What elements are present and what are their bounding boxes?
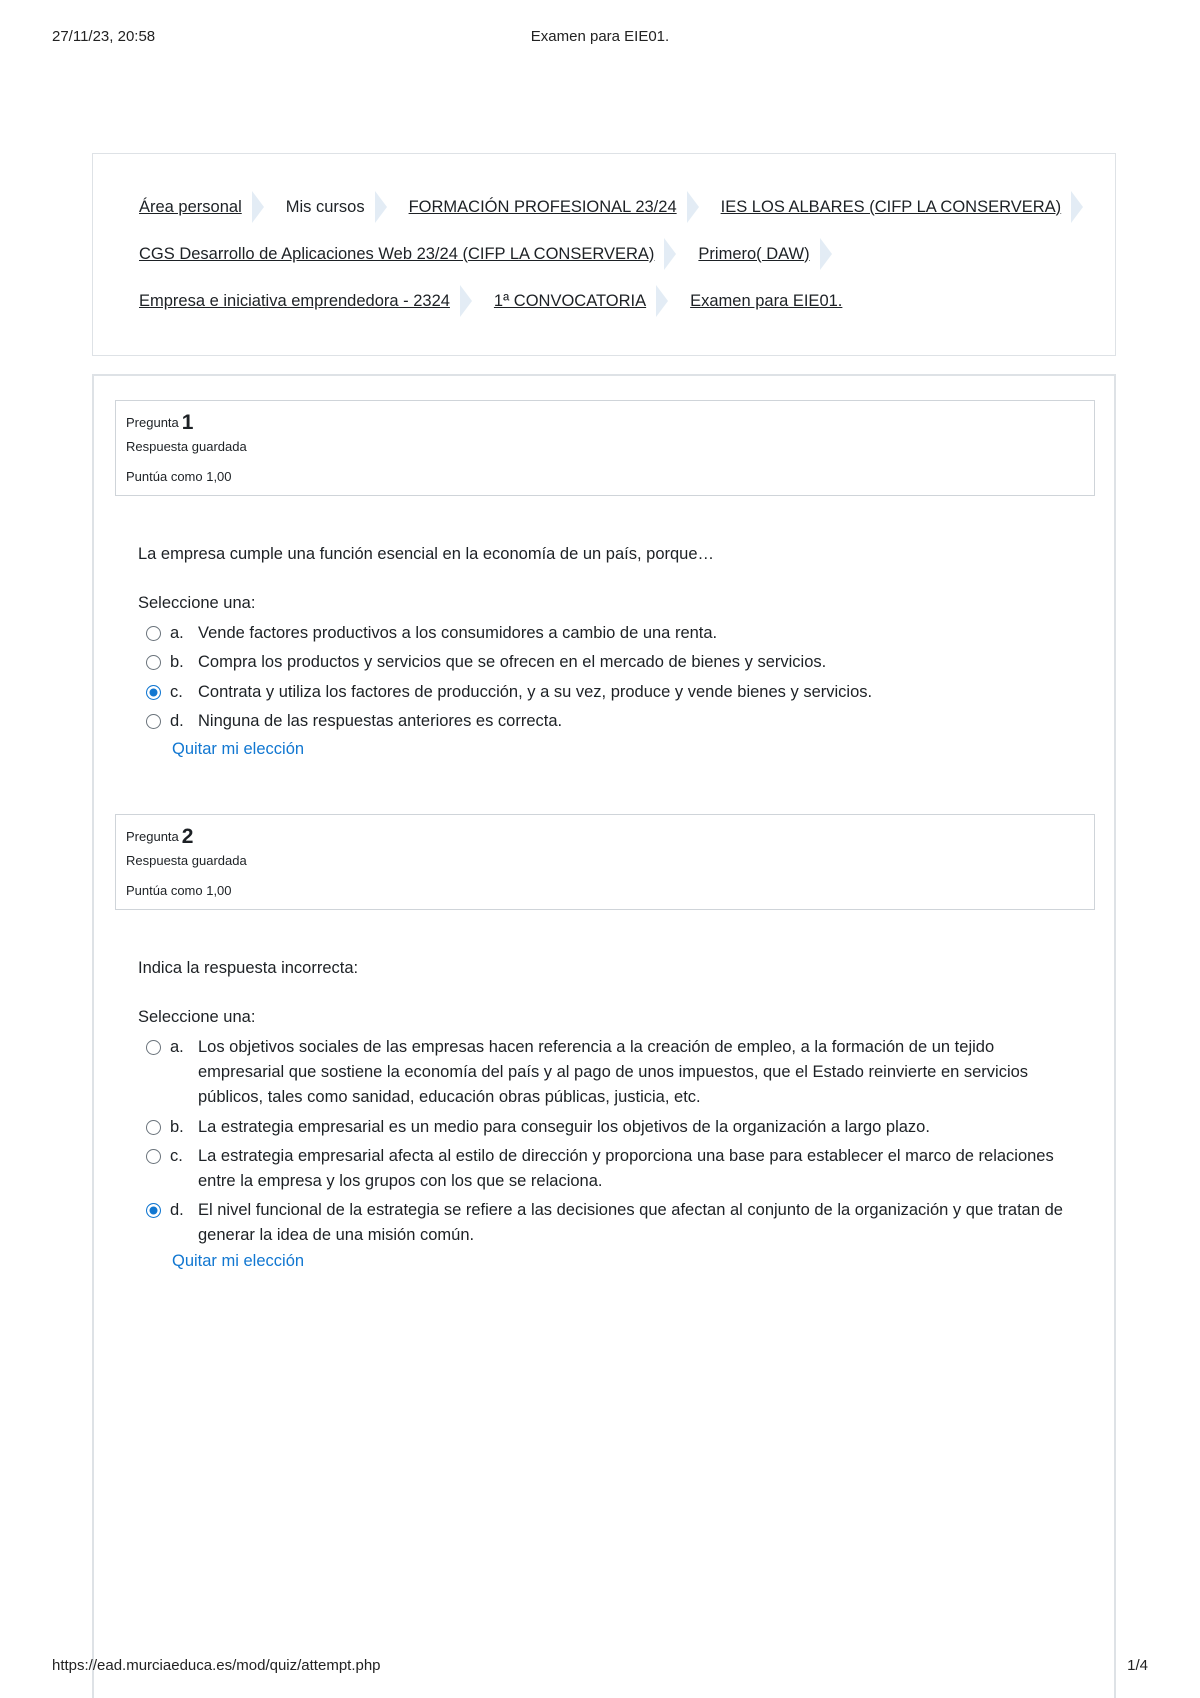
radio-button[interactable] — [146, 626, 161, 641]
question-label: Pregunta — [126, 415, 179, 430]
answer-text: La estrategia empresarial afecta al estilo de dirección y proporciona una base para establecer el marco de relaciones entre la empresa y los grupos con los que se relaciona. — [198, 1147, 1054, 1190]
answer-prompt: Seleccione una: — [138, 1008, 256, 1026]
answer-option-c[interactable] — [146, 1144, 1076, 1194]
breadcrumb-item-cgs-daw[interactable]: CGS Desarrollo de Aplicaciones Web 23/24 (CIFP LA CONSERVERA) — [139, 244, 655, 263]
radio-button-selected[interactable] — [146, 685, 161, 700]
quiz-attempt-region — [92, 374, 1116, 1698]
print-url: https://ead.murciaeduca.es/mod/quiz/attempt.php — [52, 1657, 381, 1674]
page-number: 1/4 — [1127, 1657, 1148, 1674]
breadcrumb — [92, 153, 1116, 356]
answer-letter: b. — [170, 653, 184, 671]
question-label: Pregunta — [126, 829, 179, 844]
breadcrumb-separator-icon — [656, 285, 668, 317]
clear-choice-link[interactable]: Quitar mi elección — [172, 1252, 305, 1270]
radio-button[interactable] — [146, 714, 161, 729]
question-grade: Puntúa como 1,00 — [126, 469, 232, 484]
answer-letter: b. — [170, 1118, 184, 1136]
breadcrumb-separator-icon — [375, 191, 387, 223]
breadcrumb-item-examen[interactable]: Examen para EIE01. — [690, 291, 843, 310]
answer-text: Compra los productos y servicios que se ofrecen en el mercado de bienes y servicios. — [198, 653, 827, 671]
question-number: 1 — [181, 411, 194, 434]
question-number: 2 — [181, 825, 194, 848]
breadcrumb-separator-icon — [252, 191, 264, 223]
answer-text: Los objetivos sociales de las empresas hacen referencia a la creación de empleo, a la formación de un tejido empresarial que sostiene la economía del país y al pago de unos impuestos, que el Estado reinvierte en servicios públicos, tales como sanidad, educación obras públicas, justicia, etc. — [198, 1038, 1029, 1106]
breadcrumb-item-area-personal[interactable]: Área personal — [139, 197, 242, 216]
answer-prompt: Seleccione una: — [138, 594, 256, 612]
answer-option-c[interactable] — [146, 680, 1076, 705]
breadcrumb-item-convocatoria[interactable]: 1ª CONVOCATORIA — [493, 291, 647, 310]
breadcrumb-item-primero-daw[interactable]: Primero( DAW) — [698, 244, 810, 263]
breadcrumb-row — [139, 286, 1075, 316]
answer-letter: c. — [170, 1147, 183, 1165]
answer-letter: d. — [170, 712, 184, 730]
radio-button[interactable] — [146, 1040, 161, 1055]
answer-letter: a. — [170, 624, 184, 642]
question-state: Respuesta guardada — [126, 439, 247, 454]
breadcrumb-separator-icon — [664, 238, 676, 270]
question-text: Indica la respuesta incorrecta: — [138, 959, 359, 977]
breadcrumb-item-mis-cursos: Mis cursos — [285, 197, 365, 216]
breadcrumb-separator-icon — [1071, 191, 1083, 223]
breadcrumb-row — [139, 239, 1075, 269]
question-state: Respuesta guardada — [126, 853, 247, 868]
radio-button[interactable] — [146, 655, 161, 670]
answer-letter: c. — [170, 683, 183, 701]
breadcrumb-item-empresa-iniciativa[interactable]: Empresa e iniciativa emprendedora - 2324 — [139, 291, 450, 310]
breadcrumb-item-formacion-profesional[interactable]: FORMACIÓN PROFESIONAL 23/24 — [408, 197, 677, 216]
breadcrumb-row — [139, 192, 1075, 222]
print-document-title: Examen para EIE01. — [530, 28, 670, 45]
radio-button[interactable] — [146, 1120, 161, 1135]
question-text: La empresa cumple una función esencial en la economía de un país, porque… — [138, 545, 715, 563]
question-grade: Puntúa como 1,00 — [126, 883, 232, 898]
print-date: 27/11/23, 20:58 — [52, 28, 156, 45]
answer-option-b[interactable] — [146, 1115, 1076, 1140]
question-info-box — [115, 814, 1095, 910]
answer-text: El nivel funcional de la estrategia se refiere a las decisiones que afectan al conjunto de la organización y que tratan de generar la idea de una misión común. — [198, 1201, 1063, 1244]
answer-option-d[interactable] — [146, 1198, 1076, 1248]
question-title — [126, 409, 193, 433]
answer-text: Ninguna de las respuestas anteriores es correcta. — [198, 712, 563, 730]
breadcrumb-item-ies-los-albares[interactable]: IES LOS ALBARES (CIFP LA CONSERVERA) — [720, 197, 1062, 216]
answer-option-d[interactable] — [146, 709, 1076, 734]
answer-letter: a. — [170, 1038, 184, 1056]
breadcrumb-separator-icon — [820, 238, 832, 270]
answer-text: Vende factores productivos a los consumidores a cambio de una renta. — [198, 624, 718, 642]
answer-text: Contrata y utiliza los factores de producción, y a su vez, produce y vende bienes y servicios. — [198, 683, 873, 701]
question-info-box — [115, 400, 1095, 496]
radio-button-selected[interactable] — [146, 1203, 161, 1218]
breadcrumb-separator-icon — [687, 191, 699, 223]
clear-choice-link[interactable]: Quitar mi elección — [172, 740, 305, 758]
print-header — [52, 28, 1148, 50]
breadcrumb-separator-icon — [460, 285, 472, 317]
answer-letter: d. — [170, 1201, 184, 1219]
answer-option-a[interactable] — [146, 1035, 1076, 1110]
radio-button[interactable] — [146, 1149, 161, 1164]
answer-option-b[interactable] — [146, 650, 1076, 675]
answer-option-a[interactable] — [146, 621, 1076, 646]
question-title — [126, 823, 193, 847]
answer-text: La estrategia empresarial es un medio para conseguir los objetivos de la organización a largo plazo. — [198, 1118, 930, 1136]
print-footer — [52, 1657, 1148, 1679]
